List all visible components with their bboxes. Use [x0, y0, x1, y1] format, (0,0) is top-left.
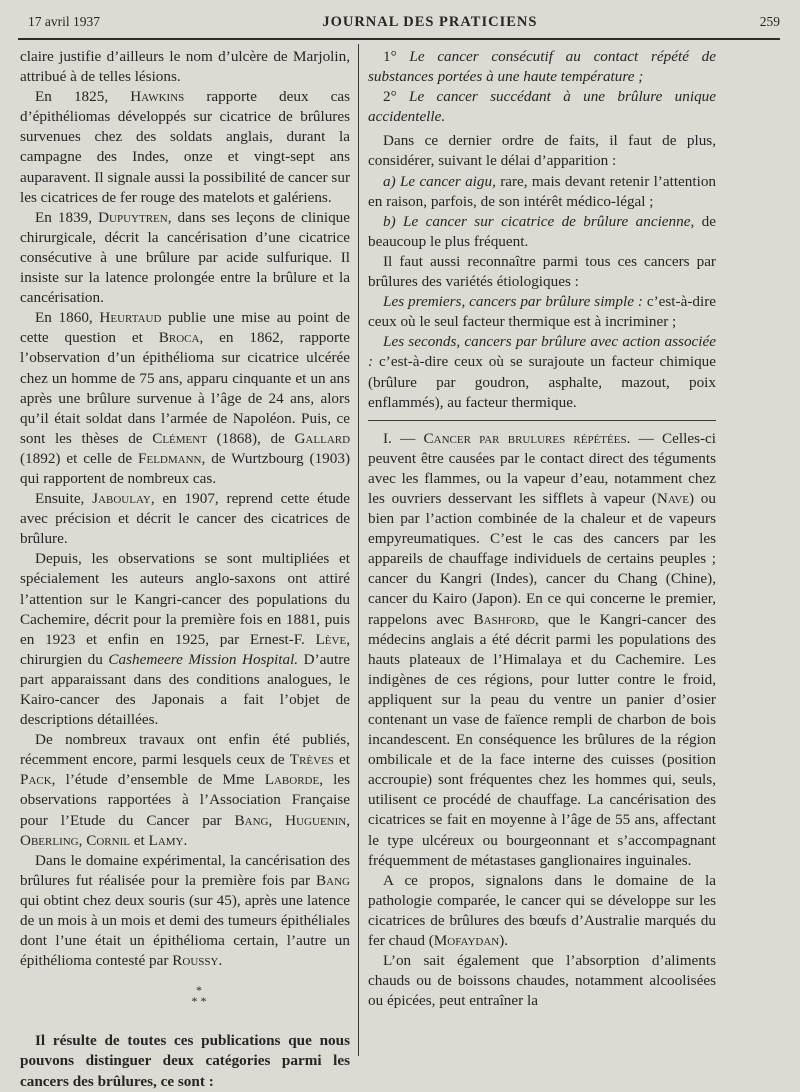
section-paragraph: I. — Cancer par brulures répétées. — Celles-ci peuvent être causées par le contact direct des téguments avec les flammes, ou la vapeur d’eau, notamment chez les ouvriers desservant les sifflets à vapeur (Nave) ou bien par l’action combinée de la chaleur et de vapeurs empyreumatiques. C’est le cas des cancers par les appareils de chauffage individuels de certains peuples ; cancer du Kangri (Indes), cancer du Chang (Chine), cancer du Kairo (Japon). En ce qui concerne le premier, rappelons avec Bashford, que le Kangri-cancer des médecins anglais a été décrit parmi les populations des hauts plateaux de l’Himalaya et du Cachemire. Les indigènes de ces régions, pour lutter contre le froid, appliquent sur la peau du ventre un panier d’osier contenant un vase de faïence rempli de charbon de bois incandescent. En conséquence les brûlures de la région ombilicale et de la face interne des cuisses (position accroupie) sont fréquentes chez les hommes qui, seuls, utilisent ce procédé de chauffage. La cancérisation des cicatrices se fait en moyenne à l’âge de 55 ans, affectant le type ulcéreux ou bourgeonnant et s’accompagnant fréquemment de métastases ganglionaires inguinales. [368, 429, 716, 869]
section-rule [368, 420, 716, 421]
left-column [20, 47, 350, 1092]
right-column [368, 47, 716, 1011]
paragraph: En 1825, Hawkins rapporte deux cas d’épithéliomas développés sur cicatrice de brûlures survenues chez des soldats anglais, durant la campagne des Indes, onze et vingt-sept ans auparavent. Il signale aussi la possibilité de cancer sur les cicatrices de fer rouge des matelots et galériens. [20, 88, 351, 206]
page-number: 259 [759, 14, 780, 29]
paragraph: Dans ce dernier ordre de faits, il faut de plus, considérer, suivant le délai d’apparition : [368, 132, 716, 170]
paragraph: Depuis, les observations se sont multipliées et spécialement les auteurs anglo-saxons ont attiré l’attention sur le Kangri-cancer des populations du Cachemire, décrit pour la première fois en 1881, puis en 1923 et enfin en 1925, par Ernest-F. Lève, chirurgien du Cashemeere Mission Hospital. D’autre part apparaissant dans des conditions analogues, le Kairo-cancer des Japonais a fait l’objet de descriptions détaillées. [20, 550, 351, 729]
paragraph: claire justifie d’ailleurs le nom d’ulcère de Marjolin, attribué à de telles lésions. [20, 48, 350, 86]
paragraph: L’on sait également que l’absorption d’aliments chauds ou de boissons chaudes, notamment alcoolisées ou épicées, peut entraîner la [368, 952, 716, 1010]
paragraph: Il résulte de toutes ces publications que nous pouvons distinguer deux catégories parmi les cancers des brûlures, ce sont : [20, 1032, 350, 1090]
journal-title: JOURNAL DES PRATICIENS [322, 13, 538, 30]
asterism-top: * [196, 983, 202, 998]
paragraph: En 1839, Dupuytren, dans ses leçons de clinique chirurgicale, décrit la cancérisation d’une cicatrice consécutive à une brûlure par acide sulfurique. Il insiste sur la latence prolongée entre la brûlure et la cancérisation. [20, 208, 351, 307]
paragraph: Dans le domaine expérimental, la cancérisation des brûlures fut réalisée pour la première fois par Bang qui obtint chez deux souris (sur 45), après une latence de un mois à un mois et demi des tumeurs épithéliales dont l’une était un épithélioma certain, l’autre un épithélioma contesté par Roussy. [20, 851, 350, 970]
paragraph: En 1860, Heurtaud publie une mise au point de cette question et Broca, en 1862, rapporte l’observation d’un épithélioma sur cicatrice ulcérée chez un homme de 75 ans, apparu cinquante et un ans après une brûlure survenue à l’âge de 24 ans, alors qu’il était soldat dans l’armée de Napoléon. Puis, ce sont les thèses de Clément (1868), de Gallard (1892) et celle de Feldmann, de Wurtzbourg (1903) qui rapportent de nombreux cas. [20, 309, 351, 487]
paragraph: De nombreux travaux ont enfin été publiés, récemment encore, parmi lesquels ceux de Trèves et Pack, l’étude d’ensemble de Mme Laborde, les observations rapportées à l’Association Française pour l’Etude du Cancer par Bang, Huguenin, Oberling, Cornil et Lamy. [20, 731, 351, 849]
section-heading: Cancer par brulures répétées [423, 429, 627, 447]
category-item: 1° Le cancer consécutif au contact répété de substances portées à une haute température ; [368, 48, 716, 86]
paragraph: Les premiers, cancers par brûlure simple : c’est-à-dire ceux où le seul facteur thermique est à incriminer ; [368, 293, 716, 331]
header-date: 17 avril 1937 [28, 14, 100, 29]
category-item: 2° Le cancer succédant à une brûlure unique accidentelle. [368, 88, 717, 126]
paragraph: Les seconds, cancers par brûlure avec action associée : c’est-à-dire ceux où se surajoute un facteur chimique (brûlure par goudron, asphalte, mazout, poix enflammés), au facteur thermique. [368, 333, 717, 411]
asterism-bottom: * * [191, 994, 207, 1009]
column-divider [358, 44, 359, 1056]
page-header [28, 10, 780, 34]
paragraph: Il faut aussi reconnaître parmi tous ces cancers par brûlures des variétés étiologiques : [368, 252, 716, 291]
asterism [20, 985, 350, 1007]
paragraph: Ensuite, Jaboulay, en 1907, reprend cette étude avec précision et décrit le cancer des cicatrices de brûlure. [20, 490, 351, 548]
header-rule [18, 38, 780, 40]
subcategory-item: b) Le cancer sur cicatrice de brûlure ancienne, de beaucoup le plus fréquent. [368, 212, 716, 250]
subcategory-item: a) Le cancer aigu, rare, mais devant retenir l’attention en raison, parfois, de son intérêt médico-légal ; [368, 172, 717, 210]
paragraph: A ce propos, signalons dans le domaine de la pathologie comparée, le cancer qui se développe sur les cicatrices de brûlures des bœufs d’Australie marqués du fer chaud (Mofaydan). [368, 871, 716, 950]
